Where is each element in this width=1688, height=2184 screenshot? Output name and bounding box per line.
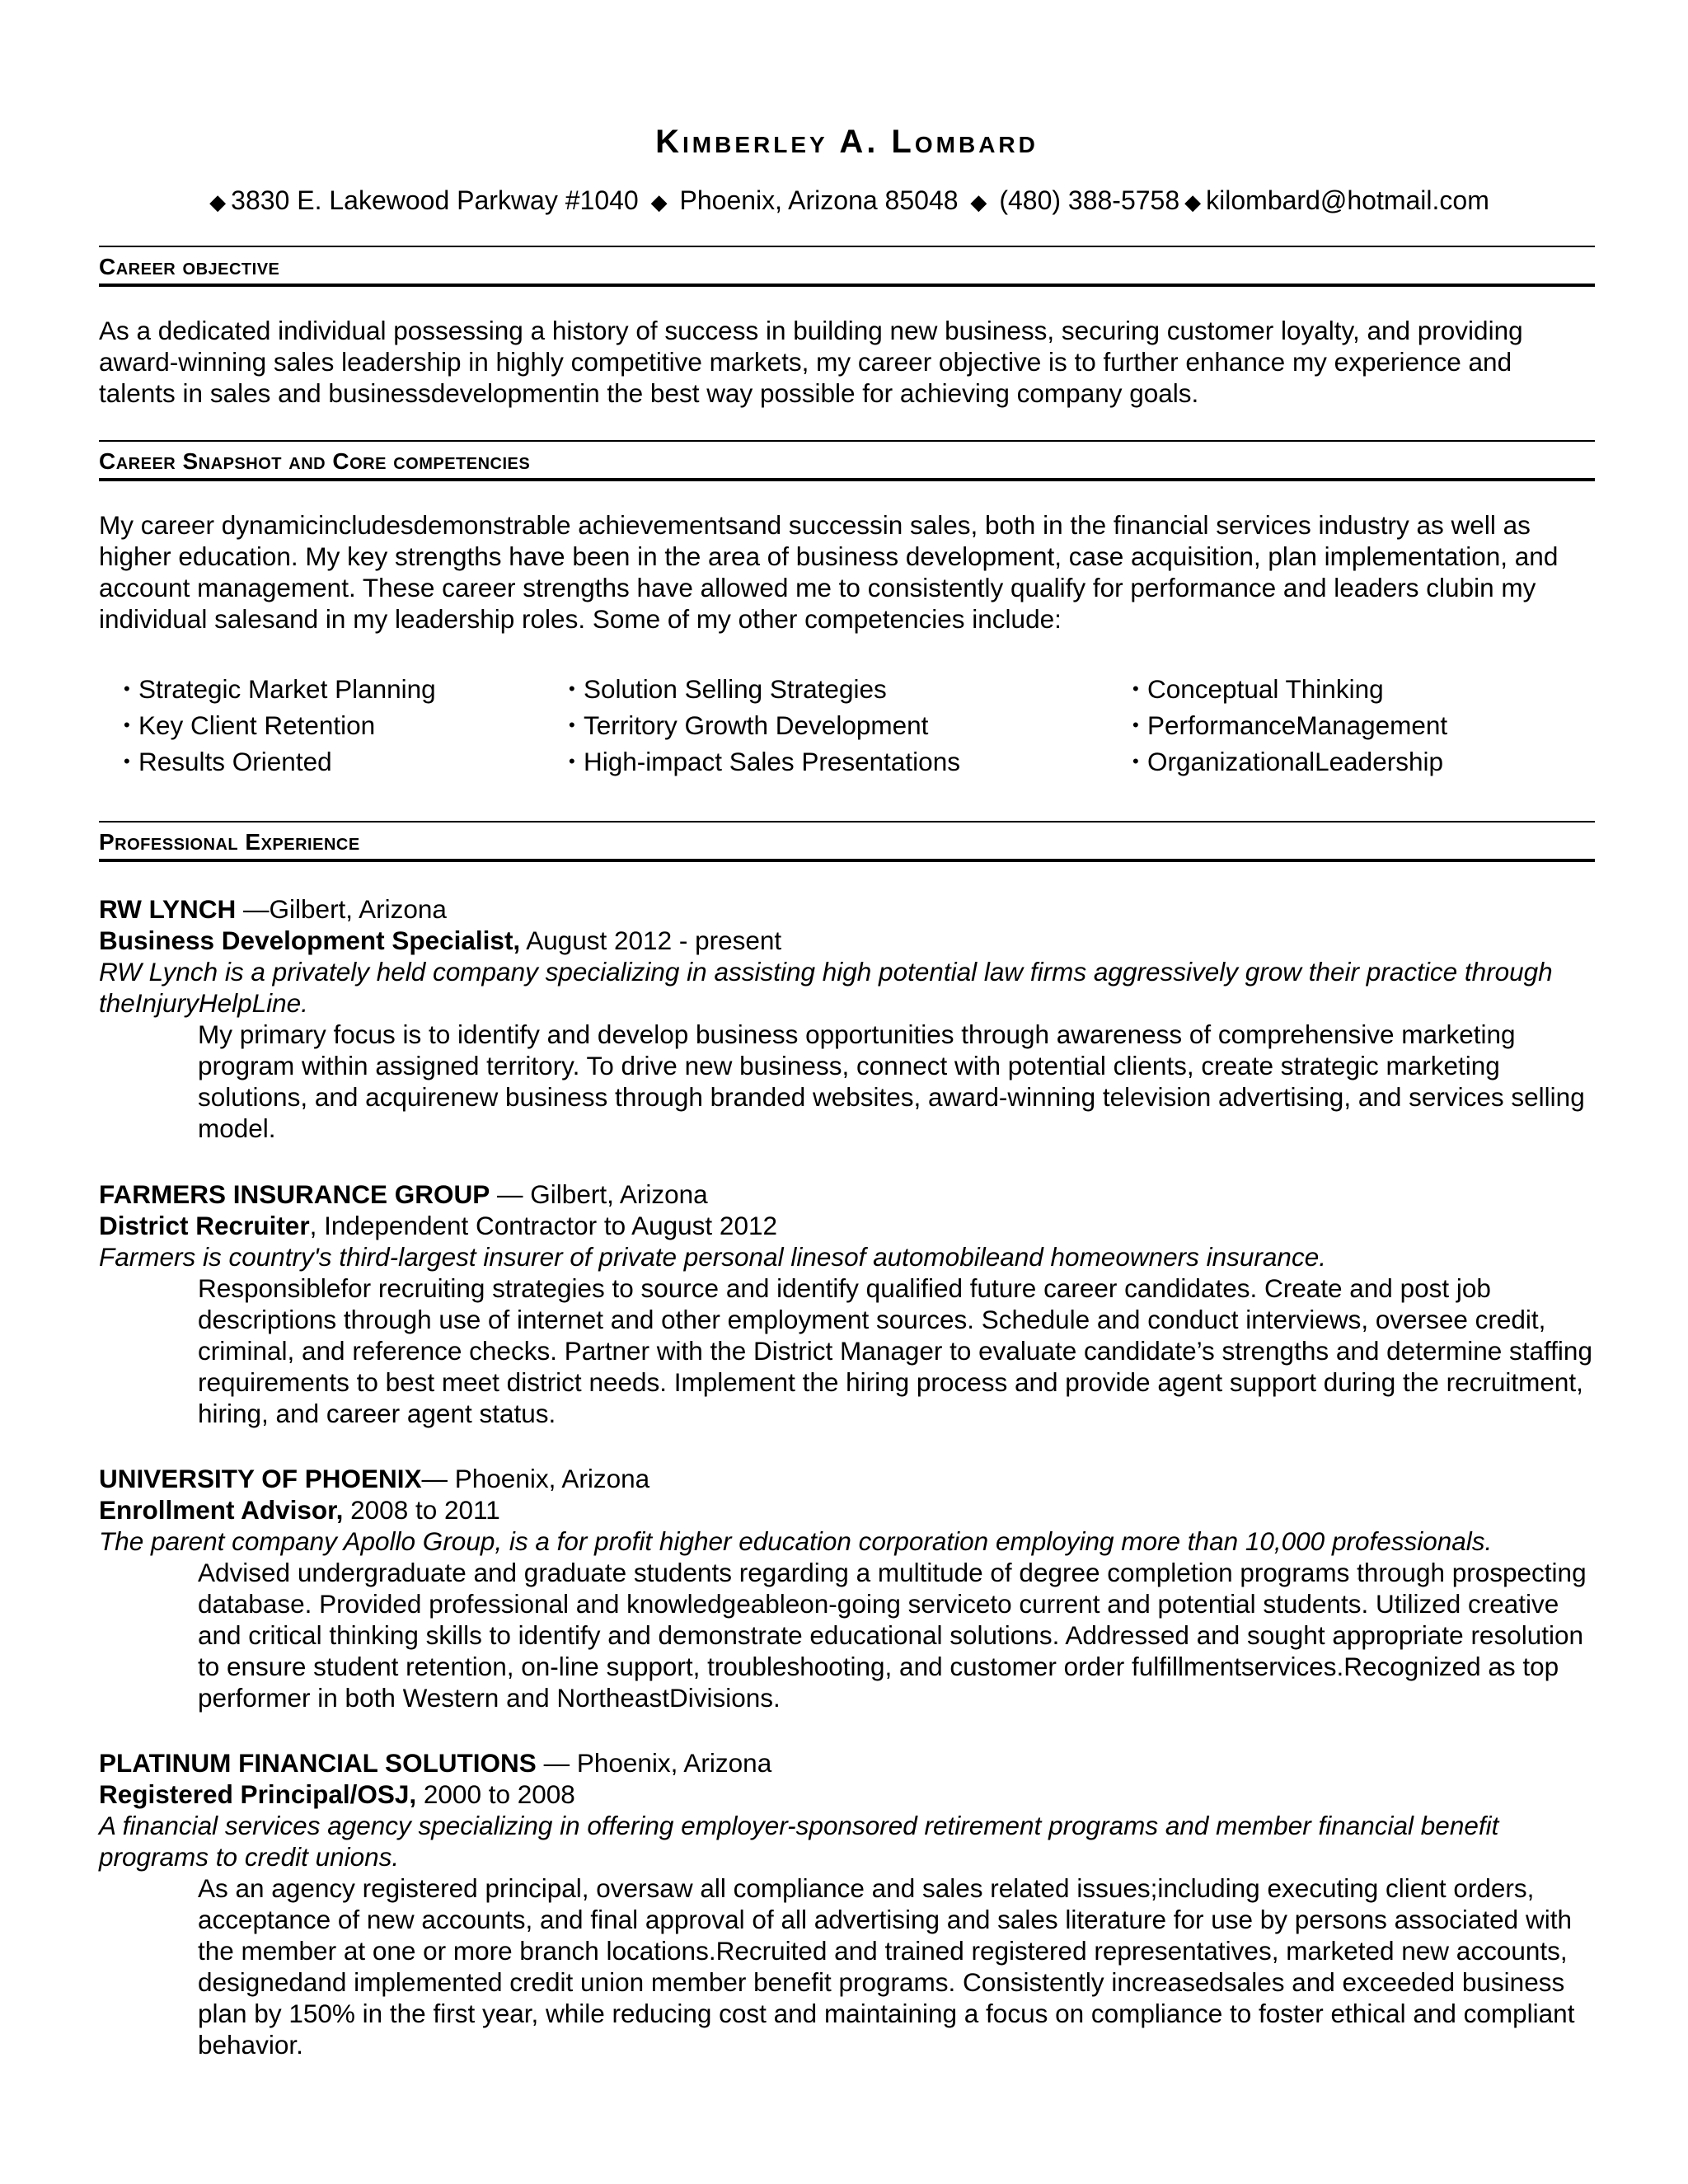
snapshot-section — [99, 440, 1595, 635]
job-company-line — [99, 1179, 1595, 1210]
objective-text: As a dedicated individual possessing a history of success in building new business, securing customer loyalty, and providing award-winning sales leadership in highly competitive markets, my career objective is to further enhance my experience and talents in sales and businessdevelopmentin the best way possible for achieving company goals. — [99, 316, 1523, 408]
competency-column — [1108, 671, 1447, 780]
bullet-icon: • — [1132, 678, 1139, 699]
email-link[interactable]: kilombard@hotmail.com — [1206, 185, 1489, 215]
section-heading: Professional Experience — [99, 821, 1595, 862]
job-company-line — [99, 1747, 1595, 1779]
section-heading: Career Snapshot and Core competencies — [99, 440, 1595, 481]
section-heading: Career objective — [99, 246, 1595, 287]
list-item: • Territory Growth Development — [544, 707, 960, 743]
list-item: • OrganizationalLeadership — [1108, 743, 1447, 780]
list-item: • PerformanceManagement — [1108, 707, 1447, 743]
job-description: Responsiblefor recruiting strategies to source and identify qualified future career candidates. Create and post job descriptions through use of internet and other employment sources. Schedule and conduct interviews, oversee credit, criminal, and reference checks. Partner with the District Manager to evaluate candidate’s strengths and determine staffing requirements to best meet district needs. Implement the hiring process and provide agent support during the recruitment, hiring, and career agent status. — [198, 1273, 1592, 1428]
job-entry — [99, 1179, 1595, 1429]
contact-line — [99, 185, 1595, 216]
bullet-icon: • — [124, 715, 130, 735]
experience-section — [99, 821, 1595, 862]
job-title: District Recruiter — [99, 1211, 310, 1240]
company-description: Farmers is country's third-largest insurer of private personal linesof automobileand homeowners insurance. — [99, 1242, 1326, 1272]
company-name: PLATINUM FINANCIAL SOLUTIONS — [99, 1748, 537, 1778]
company-location: — Phoenix, Arizona — [536, 1748, 772, 1778]
job-entry — [99, 1747, 1595, 2060]
city: Phoenix, Arizona 85048 — [679, 185, 959, 215]
job-title-line — [99, 1210, 1595, 1241]
bullet-icon: • — [124, 678, 130, 699]
company-description: A financial services agency specializing in offering employer-sponsored retirement programs and member financial benefit programs to credit unions. — [99, 1811, 1499, 1872]
bullet-icon: • — [124, 751, 130, 771]
list-item: • High-impact Sales Presentations — [544, 743, 960, 780]
list-item: • Key Client Retention — [99, 707, 436, 743]
job-description: As an agency registered principal, oversaw all compliance and sales related issues;including executing client orders, acceptance of new accounts, and final approval of all advertising and sales literature for use by persons associated with the member at one or more branch locations.Recruited and trained registered representatives, marketed new accounts, designedand implemented credit union member benefit programs. Consistently increasedsales and exceeded business plan by 150% in the first year, while reducing cost and maintaining a focus on compliance to foster ethical and compliant behavior. — [198, 1873, 1575, 2060]
competency-column — [99, 671, 436, 780]
job-title: Registered Principal/OSJ, — [99, 1779, 417, 1809]
job-title: Enrollment Advisor, — [99, 1495, 344, 1525]
job-dates: , Independent Contractor to August 2012 — [309, 1211, 778, 1240]
bullet-icon: • — [1132, 715, 1139, 735]
job-title-line — [99, 1494, 1595, 1526]
company-name: UNIVERSITY OF PHOENIX — [99, 1464, 422, 1493]
job-dates: 2008 to 2011 — [343, 1495, 500, 1525]
job-title-line — [99, 1779, 1595, 1810]
diamond-icon: ◆ — [970, 190, 987, 214]
competency-column — [544, 671, 960, 780]
job-title: Business Development Specialist, — [99, 926, 521, 955]
company-location: —Gilbert, Arizona — [236, 894, 447, 924]
company-location: — Phoenix, Arizona — [421, 1464, 650, 1493]
diamond-icon: ◆ — [1184, 190, 1202, 214]
bullet-icon: • — [569, 678, 575, 699]
job-title-line — [99, 925, 1595, 956]
company-description: The parent company Apollo Group, is a for profit higher education corporation employing more than 10,000 professionals. — [99, 1526, 1493, 1556]
phone: (480) 388-5758 — [999, 185, 1180, 215]
job-description: Advised undergraduate and graduate students regarding a multitude of degree completion programs through prospecting database. Provided professional and knowledgeableon-going serviceto current and potential students. Utilized creative and critical thinking skills to identify and demonstrate educational solutions. Addressed and sought appropriate resolution to ensure student retention, on-line support, troubleshooting, and customer order fulfillmentservices.Recognized as top performer in both Western and NortheastDivisions. — [198, 1558, 1587, 1713]
job-company-line — [99, 1463, 1595, 1494]
company-name: FARMERS INSURANCE GROUP — [99, 1179, 490, 1209]
company-name: RW LYNCH — [99, 894, 237, 924]
job-company-line — [99, 893, 1595, 925]
job-description: My primary focus is to identify and develop business opportunities through awareness of comprehensive marketing program within assigned territory. To drive new business, connect with potential clients, create strategic marketing solutions, and acquirenew business through branded websites, award-winning television advertising, and services selling model. — [198, 1019, 1585, 1143]
company-description: RW Lynch is a privately held company specializing in assisting high potential law firms aggressively grow their practice through theInjuryHelpLine. — [99, 957, 1553, 1018]
bullet-icon: • — [1132, 751, 1139, 771]
list-item: • Solution Selling Strategies — [544, 671, 960, 707]
list-item: • Results Oriented — [99, 743, 436, 780]
list-item: • Conceptual Thinking — [1108, 671, 1447, 707]
job-dates: 2000 to 2008 — [416, 1779, 575, 1809]
job-dates: August 2012 - present — [520, 926, 782, 955]
career-objective-section — [99, 246, 1595, 409]
snapshot-text: My career dynamicincludesdemonstrable achievementsand successin sales, both in the financial services industry as well as higher education. My key strengths have been in the area of business development, case acquisition, plan implementation, and account management. These career strengths have allowed me to consistently qualify for performance and leaders clubin my individual salesand in my leadership roles. Some of my other competencies include: — [99, 510, 1559, 634]
bullet-icon: • — [569, 715, 575, 735]
company-location: — Gilbert, Arizona — [490, 1179, 708, 1209]
job-entry — [99, 893, 1595, 1144]
list-item: • Strategic Market Planning — [99, 671, 436, 707]
diamond-icon: ◆ — [650, 190, 668, 214]
address: 3830 E. Lakewood Parkway #1040 — [231, 185, 639, 215]
job-entry — [99, 1463, 1595, 1713]
candidate-name: Kimberley A. Lombard — [655, 124, 1039, 160]
bullet-icon: • — [569, 751, 575, 771]
diamond-icon: ◆ — [209, 190, 227, 214]
